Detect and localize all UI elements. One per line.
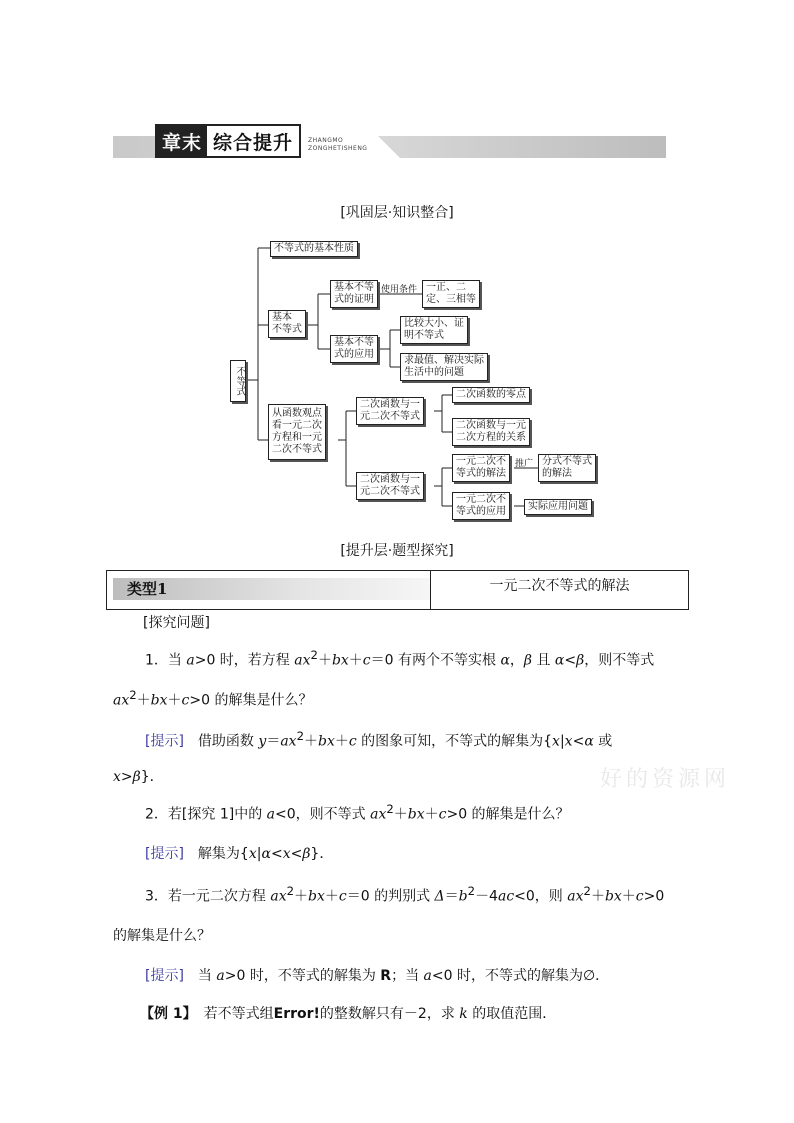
node-inequality-application: 一元二次不 等式的应用: [452, 492, 510, 520]
node-conditions: 一正、二 定、三相等: [422, 280, 480, 308]
node-proof: 基本不等 式的证明: [330, 280, 378, 308]
banner-title-light: 综合提升: [207, 126, 299, 156]
question-1-line-1: 1．当 a>0 时，若方程 $ax^2+bx+c=0$ 有两个不等实根 α，β 且 α<β，则不等式: [145, 648, 655, 669]
hint-3: [提示] 当 a>0 时，不等式的解集为 R；当 a<0 时，不等式的解集为∅．: [145, 968, 610, 984]
banner-sub-line1: ZHANGMO: [308, 137, 344, 144]
node-function-view: 从函数观点 看一元二次 方程和一元 二次不等式: [268, 404, 326, 460]
node-application: 基本不等 式的应用: [330, 335, 378, 363]
watermark: 好的资源网: [600, 767, 731, 792]
question-2: 2．若[探究 1]中的 a<0，则不等式 $ax^2+bx+c>0$ 的解集是什么？: [145, 802, 570, 823]
section-title-consolidation: [巩固层·知识整合]: [340, 205, 454, 221]
type-left-cell: [107, 571, 431, 609]
mindmap-root-node: 不等式: [230, 360, 246, 402]
label-use-conditions: 使用条件: [381, 285, 418, 295]
type-header-table: [106, 570, 689, 610]
question-3-line-2: 的解集是什么？: [113, 928, 211, 944]
example-1: 【例 1】 若不等式组Error!的整数解只有－2，求 k 的取值范围．: [140, 1006, 557, 1022]
hint-1-line-2: x>β}．: [113, 769, 164, 785]
node-function-equation-relation: 二次函数与一元 二次方程的关系: [452, 418, 530, 446]
question-1-line-2: $ax^2+bx+c>0$ 的解集是什么？: [113, 688, 313, 709]
node-basic-properties: 不等式的基本性质: [270, 241, 358, 257]
question-3-line-1: 3．若一元二次方程 $ax^2+bx+c=0$ 的判别式 $\Delta=b^2-4ac<0$，则 $ax^2+bx+c>0$: [145, 884, 665, 905]
banner-sub-line2: ZONGHETISHENG: [308, 145, 368, 152]
node-basic-inequality: 基本 不等式: [268, 310, 306, 338]
node-compare: 比较大小、证 明不等式: [400, 316, 468, 344]
type-title: 一元二次不等式的解法: [489, 578, 630, 594]
banner-title-dark: 章末: [157, 126, 207, 156]
node-extreme-values: 求最值、解决实际 生活中的问题: [400, 353, 488, 381]
node-zero-points: 二次函数的零点: [452, 387, 530, 403]
section-title-exploration: [提升层·题型探究]: [340, 543, 454, 559]
node-fractional-inequality: 分式不等式 的解法: [538, 454, 596, 482]
node-solution-method: 一元二次不 等式的解法: [452, 454, 510, 482]
node-qf-inequality-1: 二次函数与一 元二次不等式: [356, 397, 424, 425]
hint-1-line-1: [提示] 借助函数 $y=ax^2+bx+c$ 的图象可知，不等式的解集为{x|x<α 或: [145, 729, 613, 750]
hint-2: [提示] 解集为{x|α<x<β}．: [145, 846, 334, 862]
node-practical-problem: 实际应用问题: [524, 499, 592, 515]
label-generalize: 推广: [515, 459, 534, 469]
type-label: 类型1: [113, 578, 430, 600]
explore-header: [探究问题]: [143, 615, 210, 631]
node-qf-inequality-2: 二次函数与一 元二次不等式: [356, 472, 424, 500]
